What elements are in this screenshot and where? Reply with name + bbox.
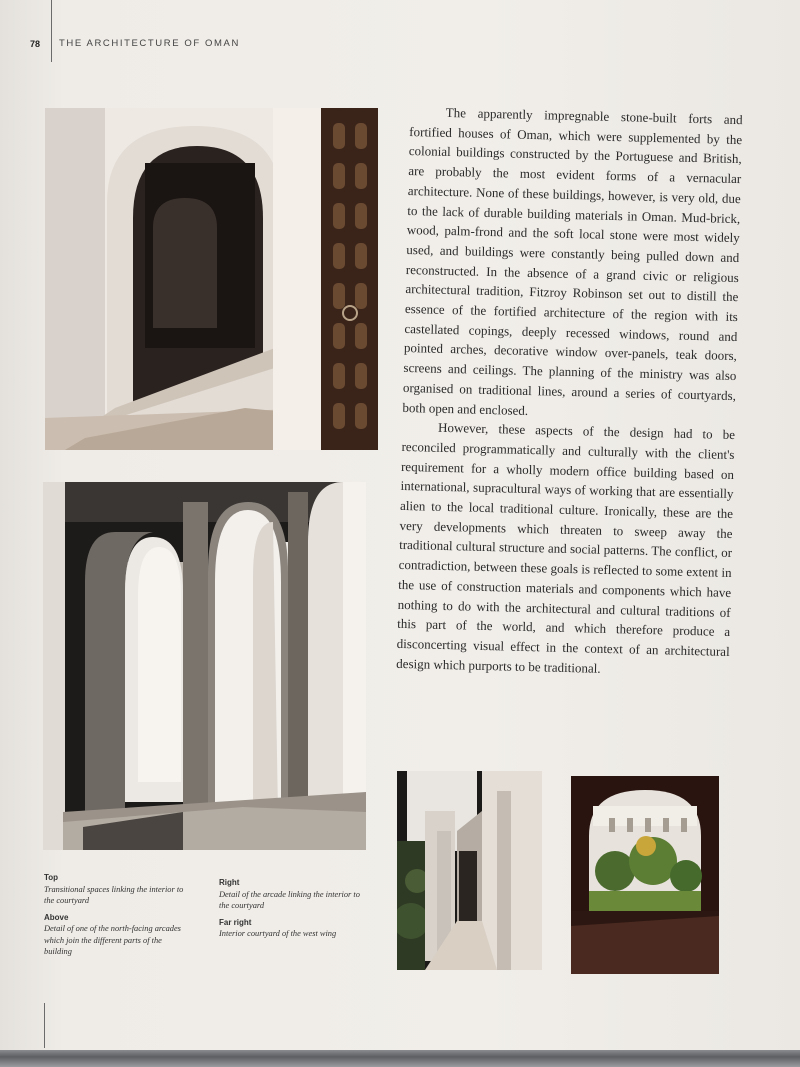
photo-north-arcades <box>43 482 366 850</box>
captions-right <box>219 877 364 940</box>
caption-top-text: Transitional spaces linking the interior to the courtyard <box>44 884 184 905</box>
paragraph-1: The apparently impregnable stone-built forts and fortified houses of Oman, which were supplemented by the colonial buildings constructed by the Portuguese and British, are probably the most evident forms of a vernacular architecture. None of these buildings, however, is very old, due to the lack of durable building materials in Oman. Mud-brick, wood, palm-frond and the soft local stone were most widely used, and buildings were constantly being pulled down and reconstructed. In the absence of a grand civic or religious architectural tradition, Fitzroy Robinson set out to distill the essence of the fortified architecture of the region with its castellated copings, deeply recessed windows, round and pointed arches, decorative window over-panels, teak doors, screens and ceilings. The planning of the ministry was also organised on traditional lines, around a series of courtyards, both open and enclosed. <box>402 104 743 418</box>
photo-arcade-corridor <box>397 771 542 970</box>
page-bottom-edge <box>0 1050 800 1067</box>
caption-right-title: Right <box>219 878 240 887</box>
caption-right-text: Detail of the arcade linking the interior to the courtyard <box>219 889 360 910</box>
caption-above-text: Detail of one of the north-facing arcades which join the different parts of the building <box>44 924 181 956</box>
page-header <box>30 37 240 51</box>
photo-west-wing-courtyard <box>571 776 719 974</box>
body-text <box>396 102 743 681</box>
caption-far-right-text: Interior courtyard of the west wing <box>219 929 337 938</box>
paragraph-2: However, these aspects of the design had to be reconciled programmatically and culturally with the client's requirement for a wholly modern office building based on international, supracultural ways of working that are essentially alien to the local traditional culture. Ironically, these are the very developments which threaten to sweep away the traditional cultural structure and social patterns. The conflict, or contradiction, between these goals is reflected to some extent in the use of construction materials and components which have nothing to do with the architectural and cultural traditions of this part of the world, and which therefore produce a disconcerting visual effect in the context of an architectural design which purports to be traditional. <box>396 420 736 676</box>
photo-transitional-spaces <box>45 108 378 450</box>
caption-far-right-title: Far right <box>219 917 252 927</box>
captions-left <box>44 872 184 958</box>
page-number: 78 <box>30 39 41 49</box>
caption-top-title: Top <box>44 873 59 882</box>
running-head: THE ARCHITECTURE OF OMAN <box>59 38 240 49</box>
header-rule <box>51 0 52 62</box>
caption-above-title: Above <box>44 912 69 922</box>
footer-rule <box>44 1003 45 1048</box>
